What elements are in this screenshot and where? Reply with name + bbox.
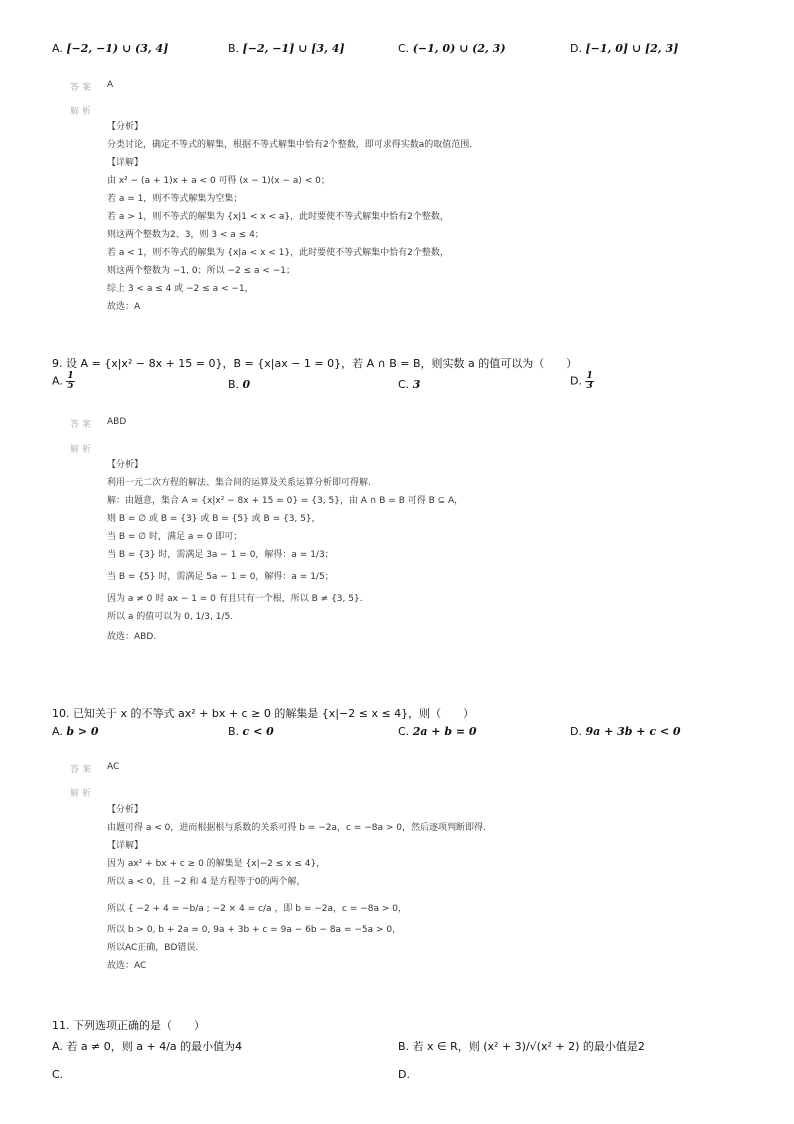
q10-analysis-label: 解析 bbox=[70, 789, 95, 799]
q8-option-b[interactable]: B. [−2, −1] ∪ [3, 4] bbox=[228, 42, 345, 55]
q10-line: 【详解】 bbox=[107, 841, 144, 851]
q8-analysis bbox=[107, 121, 472, 319]
q10-line: 所以 a < 0，且 −2 和 4 是方程等于0的两个解， bbox=[107, 877, 306, 887]
q10-line: 由题可得 a < 0，进而根据根与系数的关系可得 b = −2a，c = −8a > 0，然后逐项判断即得. bbox=[107, 823, 486, 833]
q10-analysis bbox=[107, 804, 486, 978]
q8-answer: A bbox=[107, 80, 114, 90]
q8-line: 【详解】 bbox=[107, 158, 144, 168]
q9-line: 当 B = {3} 时，需满足 3a − 1 = 0，解得：a = 1/3； bbox=[107, 550, 334, 560]
q9-answer: ABD bbox=[107, 417, 127, 427]
q8-line: 则这两个整数为2、3，则 3 < a ≤ 4； bbox=[107, 230, 264, 240]
q8-option-d[interactable]: D. [−1, 0] ∪ [2, 3] bbox=[570, 42, 679, 55]
q10-option-d[interactable]: D. 9a + 3b + c < 0 bbox=[570, 725, 681, 738]
q8-line: 则这两个整数为 −1, 0；所以 −2 ≤ a < −1； bbox=[107, 266, 296, 276]
q8-line: 若 a > 1，则不等式的解集为 {x|1 < x < a}，此时要使不等式解集中恰有2个整数， bbox=[107, 212, 449, 222]
q8-line: 由 x² − (a + 1)x + a < 0 可得 (x − 1)(x − a) < 0； bbox=[107, 176, 330, 186]
q9-analysis bbox=[107, 459, 463, 649]
q8-line: 故选：A bbox=[107, 302, 141, 312]
q10-line: 所以AC正确，BD错误. bbox=[107, 943, 199, 953]
q10-answer-label: 答案 bbox=[70, 765, 95, 775]
q11-stem: 11. 下列选项正确的是（ ） bbox=[52, 1019, 205, 1032]
q8-option-c[interactable]: C. (−1, 0) ∪ (2, 3) bbox=[398, 42, 506, 55]
q9-line: 故选：ABD. bbox=[107, 632, 157, 642]
q9-option-d[interactable]: D. $\frac{1}{3}$ bbox=[570, 371, 593, 391]
q10-line: 【分析】 bbox=[107, 805, 144, 815]
q10-line: 所以 b > 0, b + 2a = 0, 9a + 3b + c = 9a − 6b − 8a = −5a > 0， bbox=[107, 925, 402, 935]
q8-line: 综上 3 < a ≤ 4 或 −2 ≤ a < −1， bbox=[107, 284, 254, 294]
q8-line: 若 a < 1，则不等式的解集为 {x|a < x < 1}，此时要使不等式解集中恰有2个整数， bbox=[107, 248, 449, 258]
q8-line: 若 a = 1，则不等式解集为空集； bbox=[107, 194, 243, 204]
q8-line: 分类讨论，确定不等式的解集，根据不等式解集中恰有2个整数，即可求得实数a的取值范围. bbox=[107, 140, 473, 150]
q9-option-a[interactable]: A. $\frac{1}{5}$ bbox=[52, 371, 74, 391]
q9-stem: 9. 设 A = {x|x² − 8x + 15 = 0}，B = {x|ax − 1 = 0}，若 A ∩ B = B，则实数 a 的值可以为（ ） bbox=[52, 357, 578, 370]
q11-option-c[interactable]: C. bbox=[52, 1068, 64, 1081]
q9-option-b[interactable]: B. 0 bbox=[228, 378, 251, 391]
q8-answer-label: 答案 bbox=[70, 83, 95, 93]
q8-option-a[interactable]: A. [−2, −1) ∪ (3, 4] bbox=[52, 42, 169, 55]
q8-analysis-label: 解析 bbox=[70, 107, 95, 117]
q11-option-b[interactable]: B. 若 x ∈ R，则 (x² + 3)/√(x² + 2) 的最小值是2 bbox=[398, 1040, 645, 1053]
q9-line: 【分析】 bbox=[107, 460, 144, 470]
q9-line: 所以 a 的值可以为 0, 1/3, 1/5. bbox=[107, 612, 234, 622]
q10-line: 故选：AC bbox=[107, 961, 147, 971]
q10-stem: 10. 已知关于 x 的不等式 ax² + bx + c ≥ 0 的解集是 {x|−2 ≤ x ≤ 4}，则（ ） bbox=[52, 707, 475, 720]
q10-answer: AC bbox=[107, 762, 120, 772]
q10-line: 因为 ax² + bx + c ≥ 0 的解集是 {x|−2 ≤ x ≤ 4}， bbox=[107, 859, 326, 869]
q11-option-a[interactable]: A. 若 a ≠ 0，则 a + 4/a 的最小值为4 bbox=[52, 1040, 243, 1053]
q10-option-c[interactable]: C. 2a + b = 0 bbox=[398, 725, 477, 738]
q9-line: 当 B = ∅ 时，满足 a = 0 即可； bbox=[107, 532, 243, 542]
q9-answer-label: 答案 bbox=[70, 420, 95, 430]
q9-line: 利用一元二次方程的解法、集合间的运算及关系运算分析即可得解. bbox=[107, 478, 371, 488]
q9-line: 解：由题意，集合 A = {x|x² − 8x + 15 = 0} = {3, 5}，由 A ∩ B = B 可得 B ⊆ A， bbox=[107, 496, 464, 506]
q9-option-c[interactable]: C. 3 bbox=[398, 378, 421, 391]
q9-line: 则 B = ∅ 或 B = {3} 或 B = {5} 或 B = {3, 5}， bbox=[107, 514, 321, 524]
q9-line: 因为 a ≠ 0 时 ax − 1 = 0 有且只有一个根，所以 B ≠ {3, 5}. bbox=[107, 594, 363, 604]
q10-option-b[interactable]: B. c < 0 bbox=[228, 725, 274, 738]
q10-option-a[interactable]: A. b > 0 bbox=[52, 725, 99, 738]
q9-analysis-label: 解析 bbox=[70, 445, 95, 455]
q11-option-d[interactable]: D. bbox=[398, 1068, 410, 1081]
q10-line: 所以 { −2 + 4 = −b/a ; −2 × 4 = c/a ，即 b = −2a，c = −8a > 0， bbox=[107, 904, 407, 914]
q9-line: 当 B = {5} 时，需满足 5a − 1 = 0，解得：a = 1/5； bbox=[107, 572, 334, 582]
q8-line: 【分析】 bbox=[107, 122, 144, 132]
